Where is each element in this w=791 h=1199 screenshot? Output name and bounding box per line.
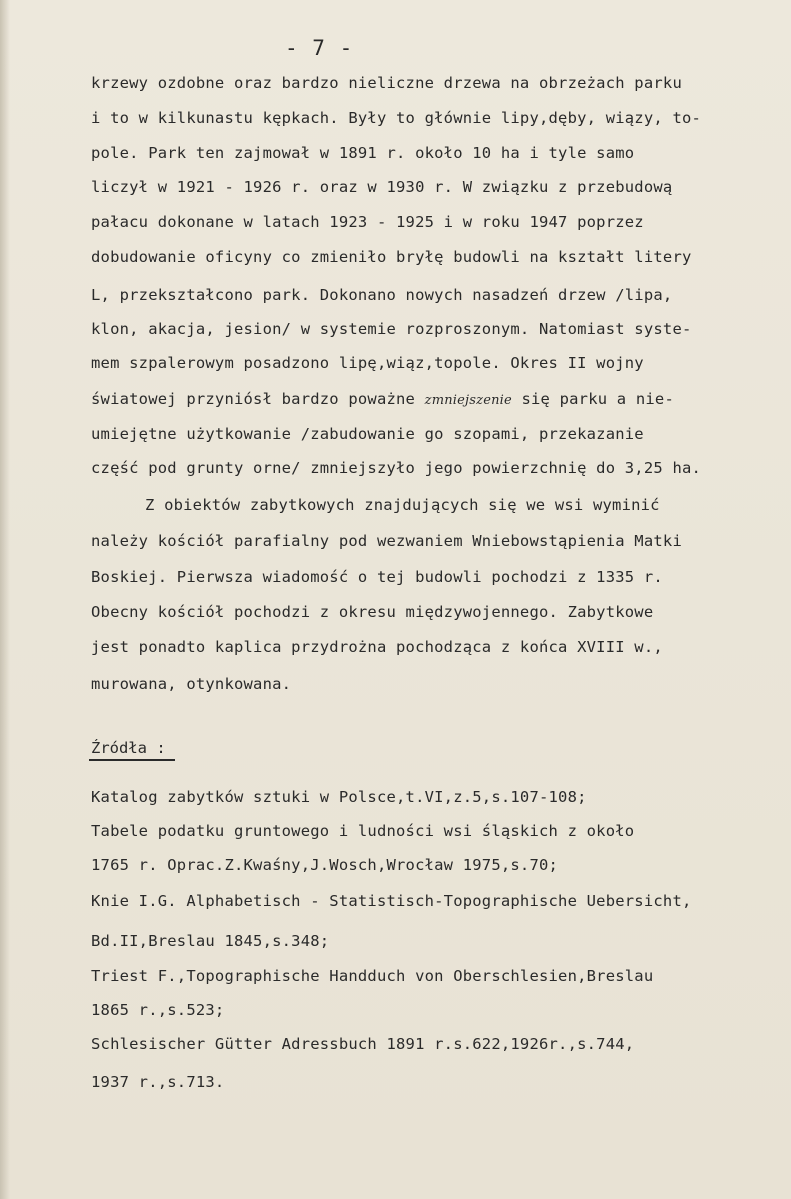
page-edge-shadow xyxy=(0,0,10,1199)
text-line: należy kościół parafialny pod wezwaniem Wniebowstąpienia Matki xyxy=(91,532,682,550)
handwritten-insertion: zmniejszenie xyxy=(424,393,512,408)
text-line: murowana, otynkowana. xyxy=(91,675,292,693)
text-line: klon, akacja, jesion/ w systemie rozproszonym. Natomiast syste- xyxy=(91,320,692,338)
text-segment: się parku a nie- xyxy=(521,390,674,408)
text-line: i to w kilkunastu kępkach. Były to głównie lipy,dęby, wiązy, to- xyxy=(91,109,702,127)
source-line: Bd.II,Breslau 1845,s.348; xyxy=(91,932,330,950)
source-line: Knie I.G. Alphabetisch - Statistisch-Topographische Uebersicht, xyxy=(91,892,692,910)
text-line: umiejętne użytkowanie /zabudowanie go szopami, przekazanie xyxy=(91,425,644,443)
text-line xyxy=(91,389,674,411)
text-line: mem szpalerowym posadzono lipę,wiąz,topole. Okres II wojny xyxy=(91,354,644,372)
source-line: Schlesischer Gütter Adressbuch 1891 r.s.622,1926r.,s.744, xyxy=(91,1035,635,1053)
source-line: Triest F.,Topographische Handduch von Oberschlesien,Breslau xyxy=(91,967,654,985)
text-line: krzewy ozdobne oraz bardzo nieliczne drzewa na obrzeżach parku xyxy=(91,74,682,92)
text-line: liczył w 1921 - 1926 r. oraz w 1930 r. W związku z przebudową xyxy=(91,178,673,196)
sources-heading: Źródła : xyxy=(91,739,166,757)
heading-underline xyxy=(89,759,175,761)
text-line: dobudowanie oficyny co zmieniło bryłę budowli na kształt litery xyxy=(91,248,692,266)
page-number: - 7 - xyxy=(285,36,354,60)
text-line: pałacu dokonane w latach 1923 - 1925 i w roku 1947 poprzez xyxy=(91,213,644,231)
source-line: 1765 r. Oprac.Z.Kwaśny,J.Wosch,Wrocław 1975,s.70; xyxy=(91,856,559,874)
text-line: Z obiektów zabytkowych znajdujących się we wsi wyminić xyxy=(145,496,660,514)
source-line: Tabele podatku gruntowego i ludności wsi śląskich z około xyxy=(91,822,635,840)
source-line: Katalog zabytków sztuki w Polsce,t.VI,z.5,s.107-108; xyxy=(91,788,587,806)
text-line: L, przekształcono park. Dokonano nowych nasadzeń drzew /lipa, xyxy=(91,286,673,304)
text-line: Boskiej. Pierwsza wiadomość o tej budowli pochodzi z 1335 r. xyxy=(91,568,663,586)
text-line: pole. Park ten zajmował w 1891 r. około 10 ha i tyle samo xyxy=(91,144,635,162)
source-line: 1937 r.,s.713. xyxy=(91,1073,225,1091)
text-line: część pod grunty orne/ zmniejszyło jego powierzchnię do 3,25 ha. xyxy=(91,459,702,477)
text-line: jest ponadto kaplica przydrożna pochodząca z końca XVIII w., xyxy=(91,638,663,656)
source-line: 1865 r.,s.523; xyxy=(91,1001,225,1019)
text-line: Obecny kościół pochodzi z okresu międzywojennego. Zabytkowe xyxy=(91,603,654,621)
text-segment: światowej przyniósł bardzo poważne xyxy=(91,390,416,408)
